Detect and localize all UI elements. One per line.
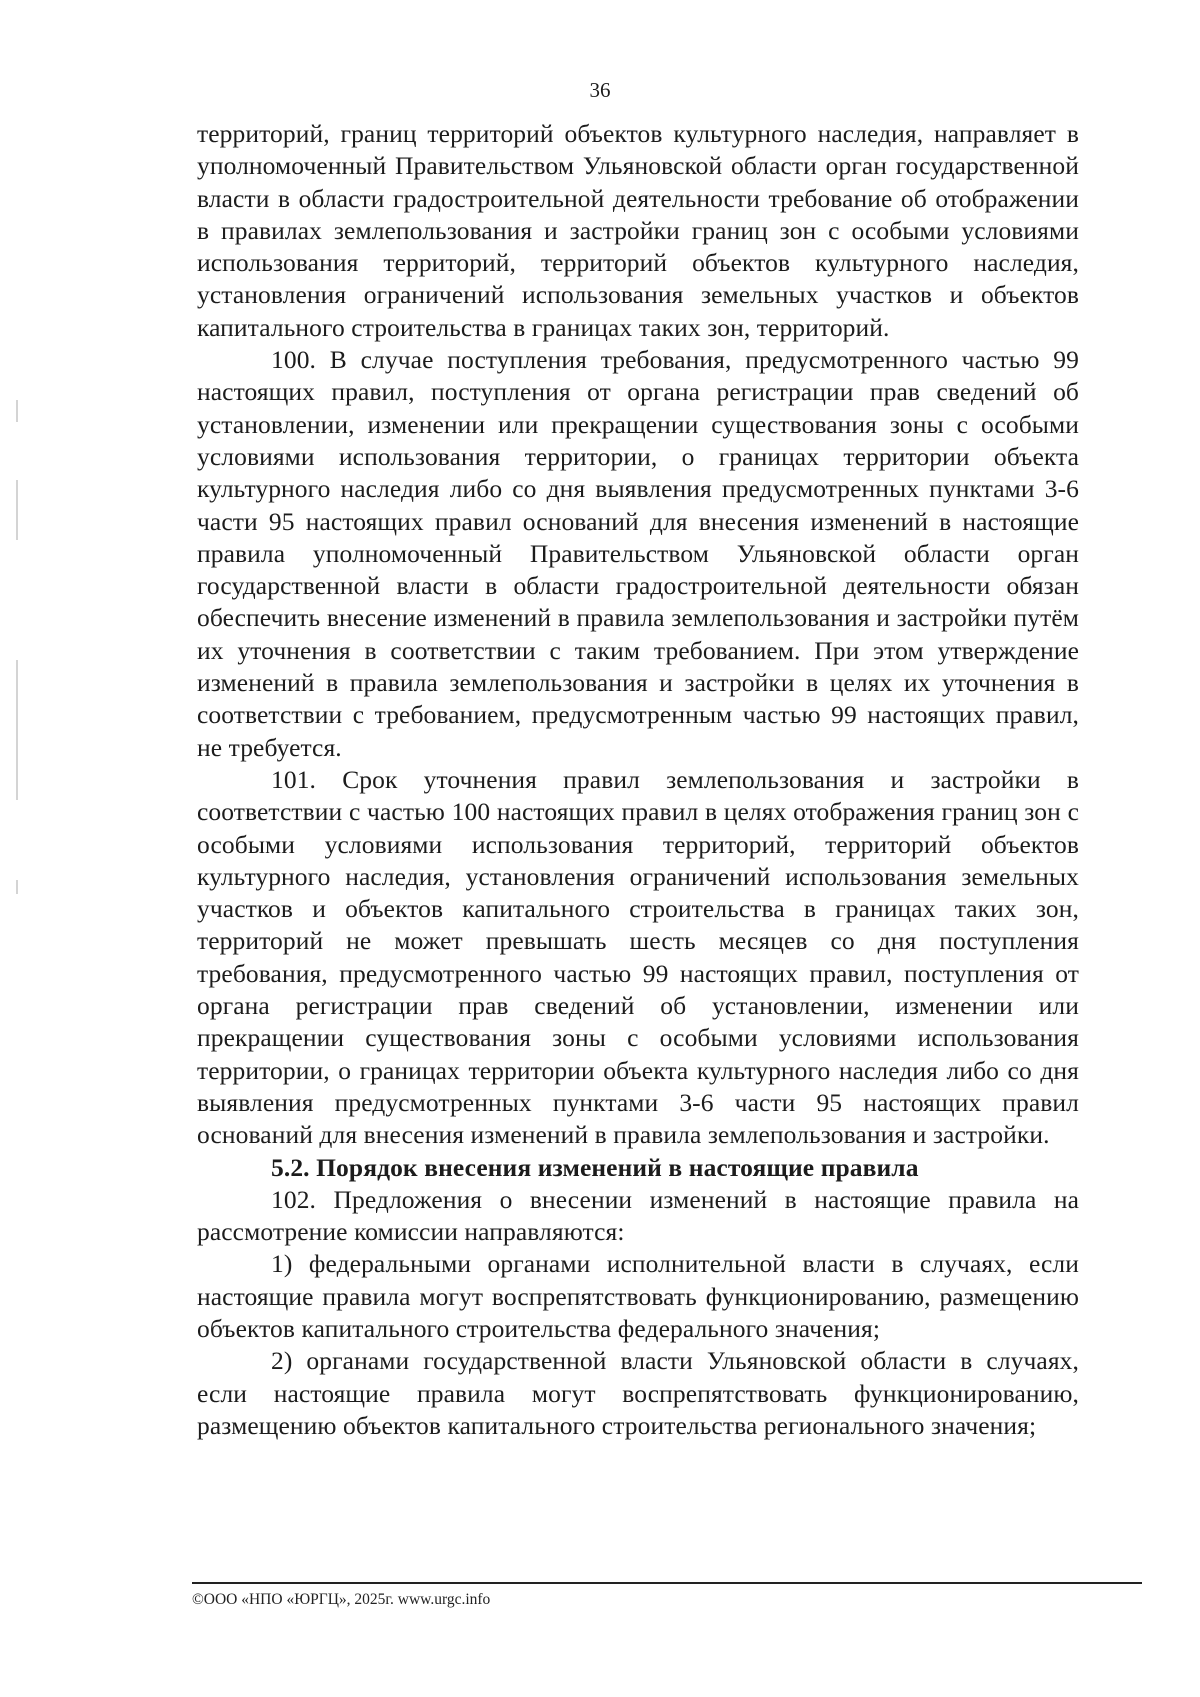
scan-margin-mark: [16, 660, 18, 800]
section-heading: 5.2. Порядок внесения изменений в настоящие правила: [271, 1152, 919, 1182]
scan-margin-mark: [16, 480, 18, 540]
scan-margin-mark: [16, 400, 18, 422]
page-number: 36: [589, 78, 611, 102]
footer-divider: [192, 1582, 1142, 1584]
scan-margin-mark: [16, 880, 18, 894]
paragraph-101: 101. Срок уточнения правил землепользования и застройки в соответствии с частью 100 настоящих правил в целях отображения границ зон с особыми условиями использования территорий, территорий объектов культурного наследия, установления ограничений использования земельных участков и объектов капитального строительства в границах таких зон, территорий не может превышать шесть месяцев со дня поступления требования, предусмотренного частью 99 настоящих правил, поступления от органа регистрации прав сведений об установлении, изменении или прекращении существования зоны с особыми условиями использования территории, о границах территории объекта культурного наследия либо со дня выявления предусмотренных пунктами 3-6 части 95 настоящих правил оснований для внесения изменений в правила землепользования и застройки.: [197, 764, 1079, 1150]
footer-copyright: ©ООО «НПО «ЮРГЦ», 2025г. www.urgc.info: [192, 1591, 491, 1608]
list-item-2: 2) органами государственной власти Ульяновской области в случаях, если настоящие правила могут воспрепятствовать функционированию, размещению объектов капитального строительства регионального значения;: [197, 1346, 1079, 1440]
paragraph-102: 102. Предложения о внесении изменений в настоящие правила на рассмотрение комиссии направляются:: [197, 1184, 1079, 1247]
document-body: [197, 118, 1079, 1442]
list-item-1: 1) федеральными органами исполнительной власти в случаях, если настоящие правила могут воспрепятствовать функционированию, размещению объектов капитального строительства федерального значения;: [197, 1249, 1079, 1343]
paragraph-100: 100. В случае поступления требования, предусмотренного частью 99 настоящих правил, поступления от органа регистрации прав сведений об установлении, изменении или прекращении существования зоны с особыми условиями использования территории, о границах территории объекта культурного наследия либо со дня выявления предусмотренных пунктами 3-6 части 95 настоящих правил оснований для внесения изменений в настоящие правила уполномоченный Правительством Ульяновской области орган государственной власти в области градостроительной деятельности обязан обеспечить внесение изменений в правила землепользования и застройки путём их уточнения в соответствии с таким требованием. При этом утверждение изменений в правила землепользования и застройки в целях их уточнения в соответствии с требованием, предусмотренным частью 99 настоящих правил, не требуется.: [197, 345, 1079, 762]
paragraph-continuation: территорий, границ территорий объектов культурного наследия, направляет в уполномоченный Правительством Ульяновской области орган государственной власти в области градостроительной деятельности требование об отображении в правилах землепользования и застройки границ зон с особыми условиями использования территорий, территорий объектов культурного наследия, установления ограничений использования земельных участков и объектов капитального строительства в границах таких зон, территорий.: [197, 119, 1079, 342]
